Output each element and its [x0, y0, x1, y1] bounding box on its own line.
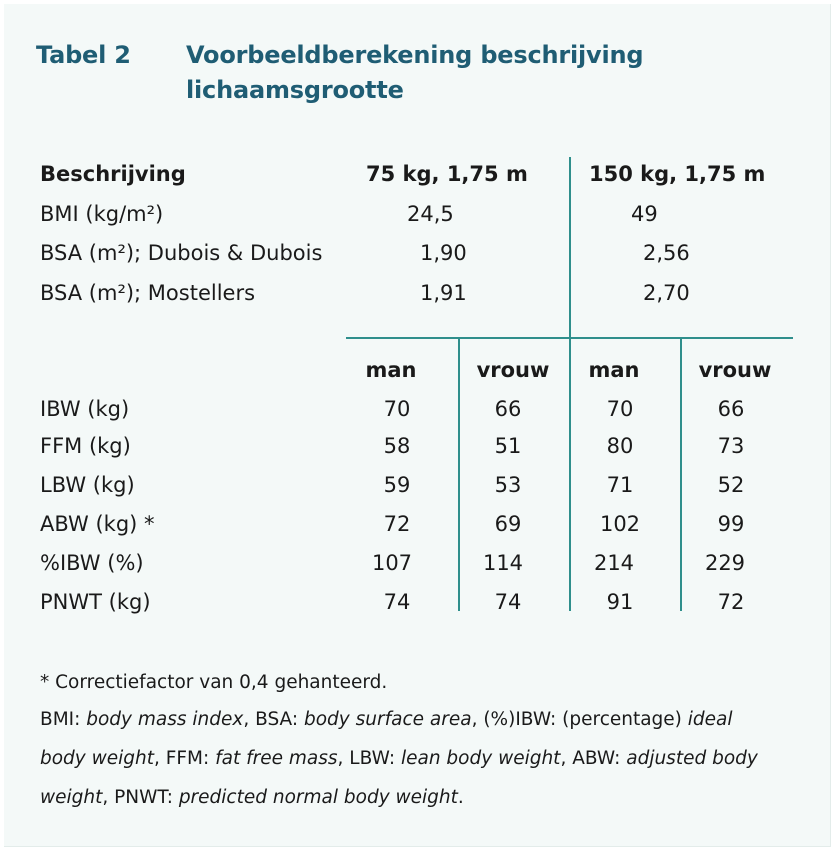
value-bsa-dubois-75: 1,90 [420, 241, 467, 265]
footnote-abbreviations-line1: BMI: body mass index, BSA: body surface area, (%)IBW: (percentage) ideal [40, 709, 733, 730]
value-ffm-75-man: 58 [383, 434, 411, 458]
value-lbw-75-vrouw: 53 [494, 473, 522, 497]
column-divider-main [569, 157, 571, 611]
header-case-150kg: 150 kg, 1,75 m [589, 162, 766, 186]
row-label-ibw: IBW (kg) [40, 397, 130, 421]
value-pnwt-75-man: 74 [383, 590, 411, 614]
value-ffm-75-vrouw: 51 [494, 434, 522, 458]
value-bmi-75: 24,5 [407, 202, 454, 226]
value-bsa-mostellers-75: 1,91 [420, 281, 467, 305]
value-lbw-150-man: 71 [606, 473, 634, 497]
value-abw-75-vrouw: 69 [494, 512, 522, 536]
value-pnwt-75-vrouw: 74 [494, 590, 522, 614]
row-label-ffm: FFM (kg) [40, 434, 131, 458]
row-label-abw: ABW (kg) * [40, 512, 155, 536]
subheader-150-vrouw: vrouw [698, 358, 772, 382]
value-bsa-mostellers-150: 2,70 [643, 281, 690, 305]
footnote-abbreviations-line3: weight, PNWT: predicted normal body weight. [40, 787, 464, 808]
header-description: Beschrijving [40, 162, 186, 186]
row-label-pnwt: PNWT (kg) [40, 590, 151, 614]
row-label-lbw: LBW (kg) [40, 473, 135, 497]
table-title-line2: lichaamsgrootte [186, 76, 404, 104]
table-title [186, 38, 746, 108]
row-label-bmi: BMI (kg/m²) [40, 202, 164, 226]
value-pct-ibw-75-man: 107 [371, 551, 413, 575]
subheader-75-man: man [365, 358, 417, 382]
subheader-150-man: man [588, 358, 640, 382]
value-ffm-150-man: 80 [606, 434, 634, 458]
value-pct-ibw-75-vrouw: 114 [482, 551, 524, 575]
value-pct-ibw-150-man: 214 [593, 551, 635, 575]
value-bmi-150: 49 [631, 202, 658, 226]
table-title-line1: Voorbeeldberekening beschrijving [186, 41, 644, 69]
value-abw-75-man: 72 [383, 512, 411, 536]
value-ibw-150-man: 70 [606, 397, 634, 421]
footnote-abbreviations-line2: body weight, FFM: fat free mass, LBW: lean body weight, ABW: adjusted body [40, 748, 758, 769]
table-label: Tabel 2 [36, 41, 131, 69]
row-label-bsa-mostellers: BSA (m²); Mostellers [40, 281, 256, 305]
subheader-rule [346, 337, 793, 339]
value-lbw-150-vrouw: 52 [717, 473, 745, 497]
value-pct-ibw-150-vrouw: 229 [704, 551, 746, 575]
header-case-75kg: 75 kg, 1,75 m [366, 162, 528, 186]
value-ibw-75-man: 70 [383, 397, 411, 421]
value-pnwt-150-man: 91 [606, 590, 634, 614]
footnote-asterisk: * Correctiefactor van 0,4 gehanteerd. [40, 672, 388, 693]
subheader-75-vrouw: vrouw [476, 358, 550, 382]
row-label-bsa-dubois: BSA (m²); Dubois & Dubois [40, 241, 323, 265]
value-pnwt-150-vrouw: 72 [717, 590, 745, 614]
value-abw-150-vrouw: 99 [717, 512, 745, 536]
value-ibw-75-vrouw: 66 [494, 397, 522, 421]
value-abw-150-man: 102 [599, 512, 641, 536]
value-bsa-dubois-150: 2,56 [643, 241, 690, 265]
value-lbw-75-man: 59 [383, 473, 411, 497]
value-ibw-150-vrouw: 66 [717, 397, 745, 421]
value-ffm-150-vrouw: 73 [717, 434, 745, 458]
row-label-pct-ibw: %IBW (%) [40, 551, 144, 575]
